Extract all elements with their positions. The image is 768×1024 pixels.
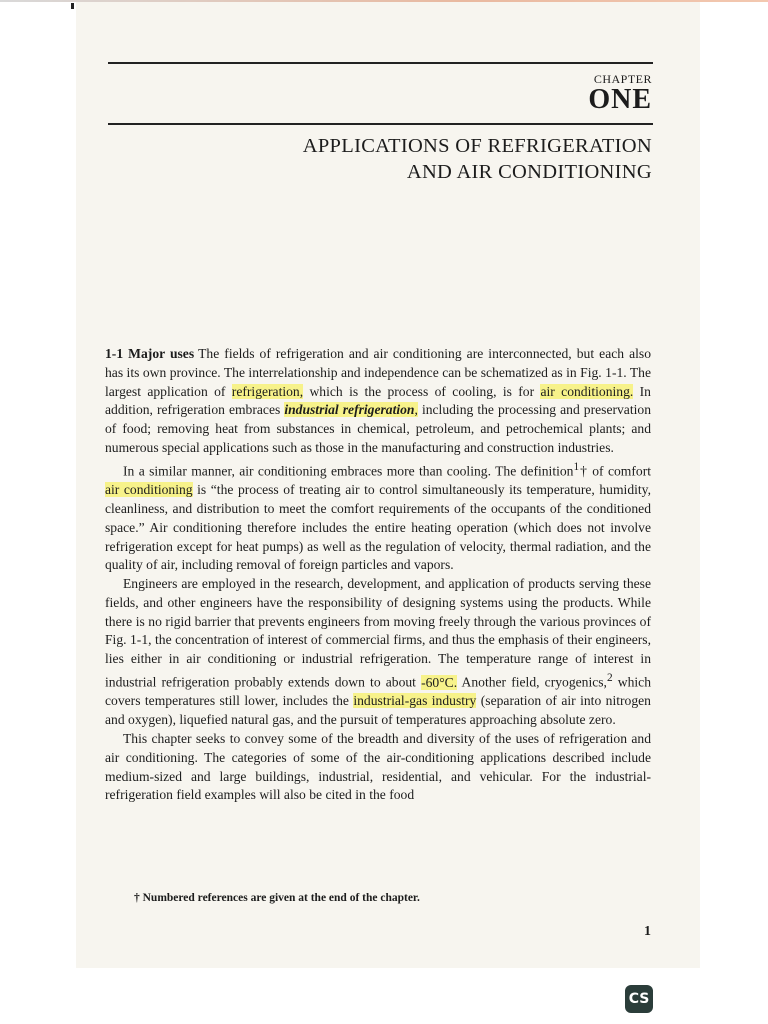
page-number: 1	[644, 924, 651, 939]
body-text	[105, 345, 651, 805]
highlight-temperature: -60°C.	[421, 674, 458, 690]
chapter-number: ONE	[588, 84, 652, 115]
paragraph-3-text-2: Another field, cryogenics,	[457, 674, 607, 690]
reference-2: 2	[606, 672, 613, 685]
paragraph-2-text-2: of comfort	[587, 463, 651, 479]
paragraph-1-text-2: which is the process of cooling, is for	[303, 383, 541, 399]
section-heading	[105, 346, 194, 361]
paragraph-3-text-4: (separation of air into nitrogen and oxygen), liquefied natural gas, and the pursuit of temperatures approaching absolute zero.	[105, 693, 651, 728]
paragraph-1	[105, 345, 651, 458]
paragraph-3-text-1: Engineers are employed in the research, development, and application of products serving these fields, and other engineers have the responsibility of designing systems using the products. While there is no rigid barrier that prevents engineers from moving freely through the various provinces of Fig. 1-1, the concentration of interest of commercial firms, and thus the emphasis of their engineers, lies either in air conditioning or industrial refrigeration. The temperature range of interest in industrial refrigeration probably extends down to about	[105, 576, 651, 690]
highlight-industrial-gas: industrial-gas industry	[353, 693, 477, 709]
footnote: † Numbered references are given at the end of the chapter.	[134, 892, 420, 904]
paragraph-1-text-1: The fields of refrigeration and air conditioning are interconnected, but each also has its own province. The interrelationship and independence can be schematized as in Fig. 1-1. The largest application of	[105, 346, 651, 399]
paragraph-3-text-3: which covers temperatures still lower, includes the	[105, 674, 651, 709]
section-number: 1-1	[105, 346, 124, 361]
header-rule-bottom	[108, 123, 653, 125]
chapter-title-line-1: APPLICATIONS OF REFRIGERATION	[302, 135, 652, 157]
chapter-title-line-2: AND AIR CONDITIONING	[406, 161, 652, 183]
paragraph-2	[105, 458, 651, 575]
highlight-industrial-refrigeration: industrial refrigeration	[284, 402, 415, 418]
reference-1: 1	[573, 460, 580, 473]
paragraph-1-text-4: including the processing and preservation of food; removing heat from substances in chemical, petroleum, and petrochemical plants; and numerous special applications such as those in the manufacturing and construction industries.	[105, 402, 651, 455]
highlight-air-conditioning-2: air conditioning	[105, 482, 193, 498]
footnote-dagger: †	[579, 463, 588, 479]
paragraph-2-text-1: In a similar manner, air conditioning embraces more than cooling. The definition	[123, 463, 574, 479]
chapter-title	[192, 133, 652, 185]
paragraph-2-text-3: is “the process of treating air to control simultaneously its temperature, humidity, cleanliness, and distribution to meet the comfort requirements of the occupants of the conditioned space.” Air conditioning therefore includes the entire heating operation (which does not involve refrigeration except for heat pumps) as well as the regulation of velocity, thermal radiation, and the quality of air, including removal of foreign particles and vapors.	[105, 482, 651, 573]
chapter-label: CHAPTER	[593, 72, 652, 86]
scan-speck	[71, 3, 74, 9]
highlight-air-conditioning: air conditioning.	[540, 383, 634, 399]
paragraph-1-text-3: In addition, refrigeration embraces	[105, 383, 651, 418]
header-rule-top	[108, 62, 653, 64]
section-name: Major uses	[128, 346, 195, 361]
paragraph-3	[105, 575, 651, 730]
scan-edge	[0, 0, 768, 2]
paragraph-4: This chapter seeks to convey some of the breadth and diversity of the uses of refrigeration and air conditioning. The categories of some of the air-conditioning applications described include medium-sized and large buildings, industrial, residential, and vehicular. For the industrial-refrigeration field examples will also be cited in the food	[105, 731, 651, 803]
highlight-refrigeration: refrigeration,	[231, 383, 304, 399]
camscanner-logo: CS	[625, 985, 653, 1013]
highlight-comma: ,	[414, 402, 418, 418]
